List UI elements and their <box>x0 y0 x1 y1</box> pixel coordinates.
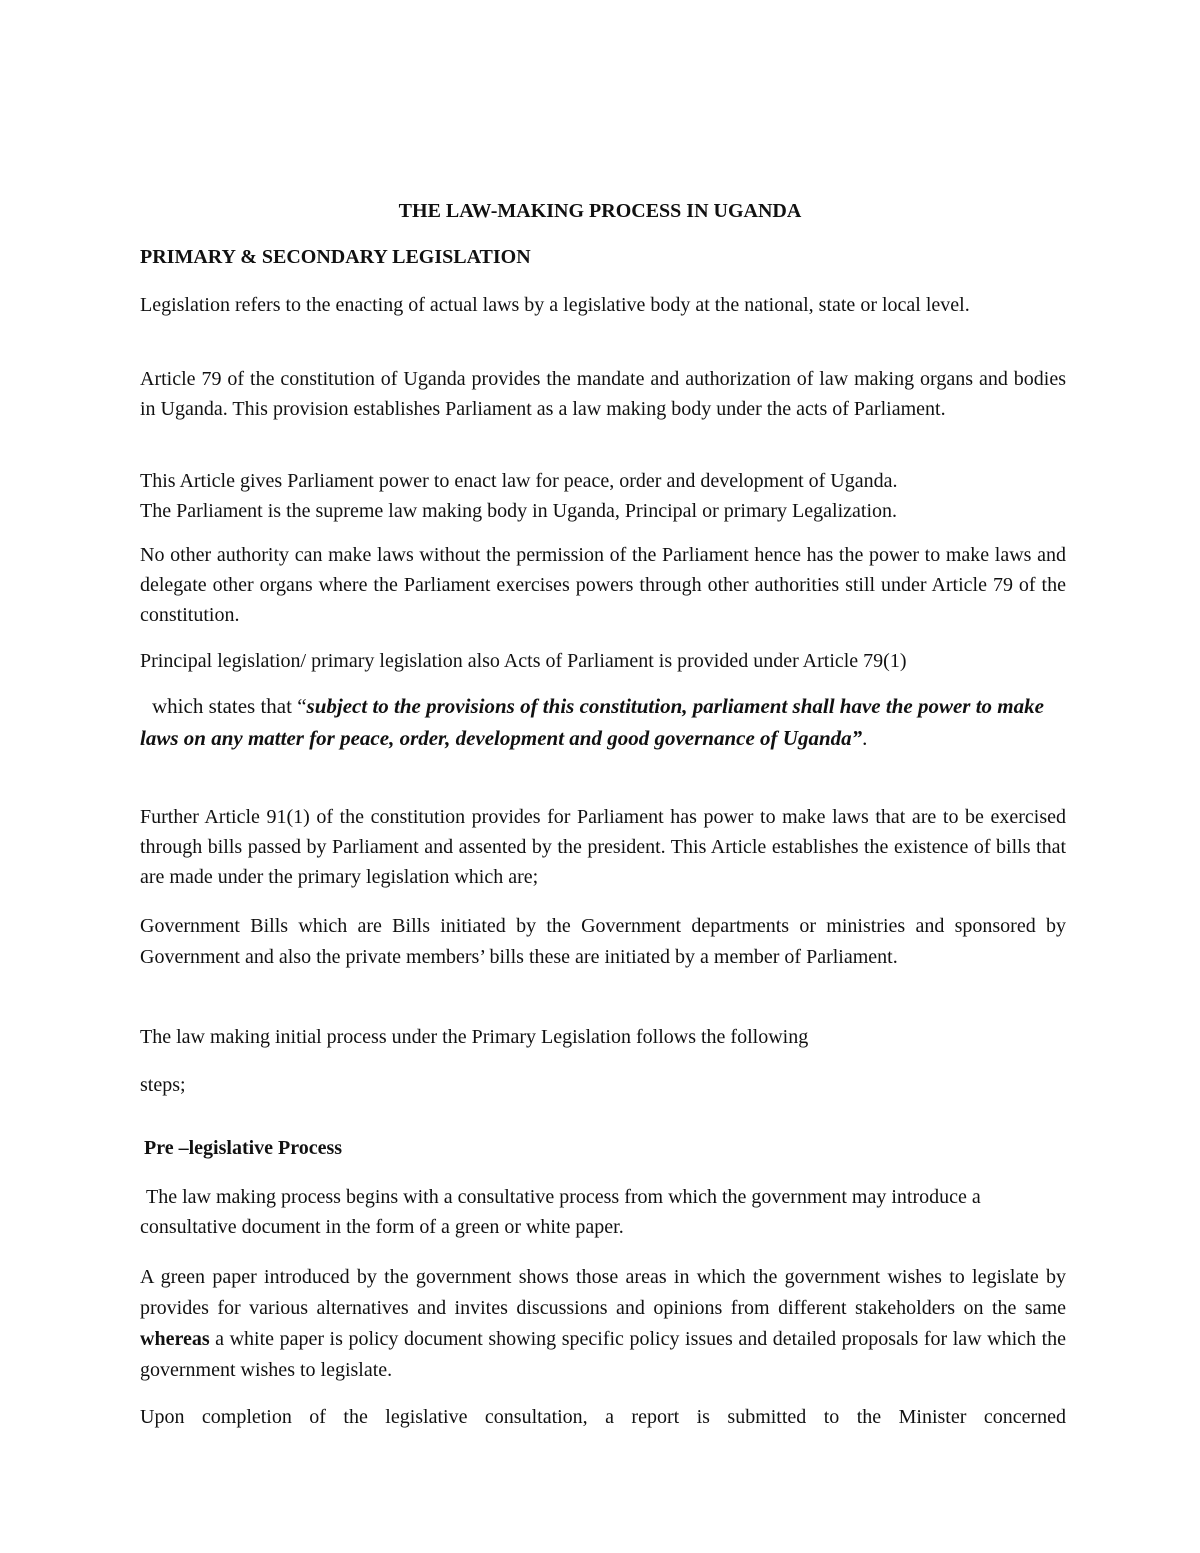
emphasis-whereas: whereas <box>140 1328 210 1350</box>
paragraph-consultative-process: The law making process begins with a consultative process from which the government may introduce a consultative document in the form of a green or white paper. <box>140 1186 981 1238</box>
paragraph-article-79: Article 79 of the constitution of Uganda provides the mandate and authorization of law making organs and bodies in Uganda. This provision establishes Parliament as a law making body under the acts of Parliament. <box>140 368 1066 420</box>
paragraph-article-91: Further Article 91(1) of the constitution provides for Parliament has power to make laws that are to be exercised through bills passed by Parliament and assented by the president. This Article establishes the existence of bills that are made under the primary legislation which are; <box>140 806 1066 888</box>
paragraph-line: Upon completion of the legislative consultation, a report is submitted to the Minister concerned <box>140 1406 1066 1428</box>
section-heading: PRIMARY & SECONDARY LEGISLATION <box>140 246 531 268</box>
paragraph-no-other-authority: No other authority can make laws without the permission of the Parliament hence has the power to make laws and delegate other organs where the Parliament exercises powers through other authorities still under Article 79 of the constitution. <box>140 544 1066 626</box>
subheading-pre-legislative: Pre –legislative Process <box>144 1137 343 1159</box>
paragraph-line: The Parliament is the supreme law making body in Uganda, Principal or primary Legalization. <box>140 500 898 522</box>
document-title: THE LAW-MAKING PROCESS IN UGANDA <box>398 200 802 222</box>
quote-end: . <box>862 726 868 750</box>
paragraph-principal-legislation: Principal legislation/ primary legislation also Acts of Parliament is provided under Article 79(1) <box>140 650 907 672</box>
paragraph-line: This Article gives Parliament power to enact law for peace, order and development of Uganda. <box>140 470 898 492</box>
quote-text: subject to the provisions of this constitution, parliament shall have the power to make laws on any matter for peace, order, development and good governance of Uganda” <box>140 694 1044 750</box>
text-run: A green paper introduced by the government shows those areas in which the government wishes to legislate by provides for various alternatives and invites discussions and opinions from different stakeholders on the same <box>140 1266 1066 1319</box>
constitution-quote <box>140 690 1066 754</box>
quote-intro: which states that “ <box>152 694 307 718</box>
paragraph-report-submission <box>140 1402 1066 1432</box>
paragraph-steps: steps; <box>140 1074 186 1096</box>
paragraph-legislation-definition: Legislation refers to the enacting of actual laws by a legislative body at the national, state or local level. <box>140 294 970 316</box>
paragraph-green-white-paper <box>140 1262 1066 1386</box>
text-run: a white paper is policy document showing specific policy issues and detailed proposals for law which the government wishes to legislate. <box>140 1328 1066 1381</box>
paragraph-government-bills: Government Bills which are Bills initiated by the Government departments or ministries and sponsored by Government and also the private members’ bills these are initiated by a member of Parliament. <box>140 915 1066 968</box>
paragraph-initial-process: The law making initial process under the Primary Legislation follows the following <box>140 1026 809 1048</box>
paragraph-parliament-power <box>140 466 1066 526</box>
